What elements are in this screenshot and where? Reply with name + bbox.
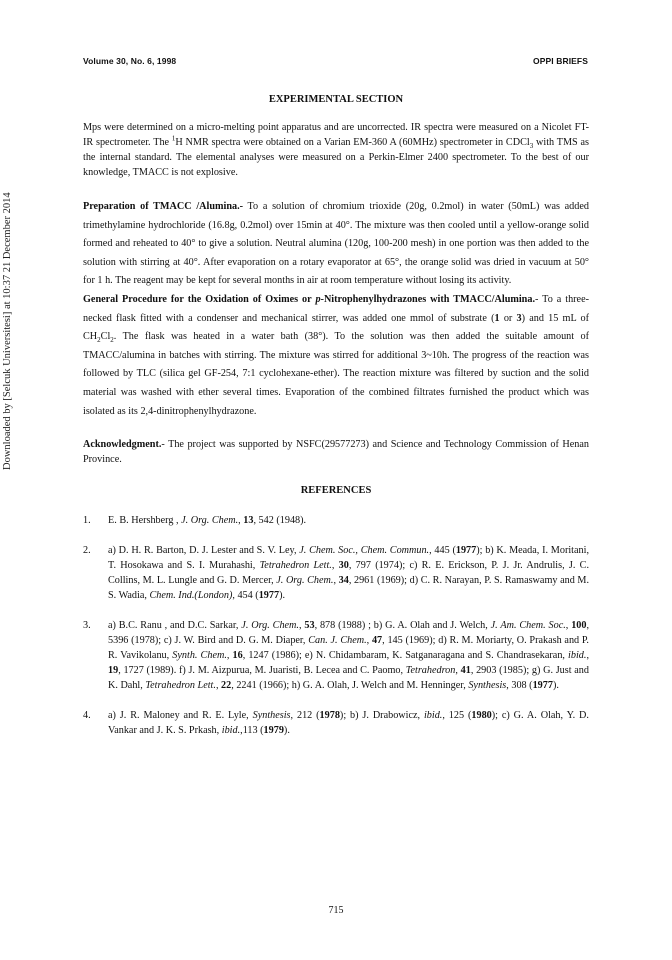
acknowledgment-paragraph: Acknowledgment.- The project was supported by NSFC(29577273) and Science and Technology Commission of Henan Province. — [83, 439, 589, 466]
references-heading: REFERENCES — [300, 485, 372, 497]
reference-number: 4. — [83, 710, 91, 722]
reference-item: 3. a) B.C. Ranu , and D.C. Sarkar, J. Org. Chem., 53, 878 (1988) ; b) G. A. Olah and J. Welch, J. Am. Chem. Soc., 100, 5396 (1978); c) J. W. Bird and D. G. M. Diaper, Can. J. Chem., 47, 145 (1969); d) R. M. Moriarty, O. Prakash and P. R. Vavikolanu, Synth. Chem., 16, 1247 (1986); e) N. Chidambaram, K. Satganaragana and S. Chandrasekaran, ibid., 19, 1727 (1989). f) J. M. Aizpurua, M. Juaristi, B. Lecea and C. Paomo, Tetrahedron, 41, 2903 (1985); g) G. Just and K. Dahl, Tetrahedron Lett., 22, 2241 (1966); h) G. A. Olah, J. Welch and M. Henninger, Synthesis, 308 (1977). — [83, 620, 590, 692]
download-watermark: Downloaded by [Selcuk Universitesi] at 10:37 21 December 2014 — [2, 192, 13, 470]
preparation-paragraph: Preparation of TMACC /Alumina.- To a solution of chromium trioxide (20g, 0.2mol) in water (50mL) was added trimethylamine hydrochloride (16.8g, 0.2mol) over 15min at 40°. The mixture was then cooled until a yellow-orange solid formed and reheated to 40° to give a solution. Neutral alumina (120g, 100-200 mesh) in one portion was then added to the solution with stirring at 40°. After evaporation on a rotary evaporator at 65°, the orange solid was dried in vacuum at 50° for 1 h. The reagent may be kept for several months in air at room temperature without losing its activity. — [83, 201, 589, 287]
experimental-section-heading: EXPERIMENTAL SECTION — [268, 94, 404, 105]
reference-item: 2. a) D. H. R. Barton, D. J. Lester and S. V. Ley, J. Chem. Soc., Chem. Commun., 445 (1977); b) K. Meada, I. Moritani, T. Hosokawa and S. I. Murahashi, Tetrahedron Lett., 30, 797 (1974); c) R. E. Erickson, P. J. Jr. Andrulis, J. C. Collins, M. L. Lungle and G. D. Mercer, J. Org. Chem., 34, 2961 (1969); d) C. R. Narayan, P. S. Ramaswamy and M. S. Wadia, Chem. Ind.(London), 454 (1977). — [83, 545, 590, 602]
reference-item: 1. E. B. Hershberg , J. Org. Chem., 13, 542 (1948). — [83, 515, 307, 527]
reference-number: 3. — [83, 620, 91, 632]
page-number: 715 — [328, 905, 344, 916]
reference-item: 4. a) J. R. Maloney and R. E. Lyle, Synthesis, 212 (1978); b) J. Drabowicz, ibid., 125 (1980); c) G. A. Olah, Y. D. Vankar and J. K. S. Prkash, ibid.,113 (1979). — [83, 710, 589, 737]
running-header — [83, 56, 588, 66]
instrumentation-paragraph: Mps were determined on a micro-melting point apparatus and are uncorrected. IR spectra were measured on a Nicolet FT-IR spectrometer. The $^1$H NMR spectra were obtained on a Varian EM-360 A (60MHz) spectrometer in CDCl$_3$ with TMS as the internal standard. The elemental analyses were measured on a Perkin-Elmer 2400 spectrometer. To the best of our knowledge, TMACC is not explosive. — [83, 122, 589, 178]
preparation-title: Preparation of TMACC /Alumina.- — [83, 201, 244, 212]
reference-number: 2. — [83, 545, 91, 557]
acknowledgment-title: Acknowledgment. — [83, 439, 162, 451]
article-body — [83, 92, 589, 753]
header-volume: Volume 30, No. 6, 1998 — [83, 56, 177, 66]
reference-list — [83, 513, 589, 738]
reference-number: 1. — [83, 515, 91, 527]
general-procedure-paragraph: General Procedure for the Oxidation of Oximes or p-Nitrophenylhydrazones with TMACC/Alumina.- To a three-necked flask fitted with a condenser and mechanical stirrer, was added one mmol of substrate (1 or 3) and 15 mL of $CH_2Cl_2$. The flask was heated in a water bath (38°). To the solution was then added the suitable amount of TMACC/alumina in batches with stirring. The mixture was stirred for additional 3~10h. The progress of the reaction was followed by TLC (silica gel GF-254, 7:1 cyclohexane-ether). The reaction mixture was filtered by suction and the solid material was washed with ether several times. Evaporation of the combined filtrates furnished the product which was isolated as its 2,4-dinitrophenylhydrazone. — [83, 293, 589, 417]
general-procedure-title: General Procedure for the Oxidation of Oximes or p-Nitrophenylhydrazones with TMACC/Alumina. — [83, 293, 535, 305]
header-journal-section: OPPI BRIEFS — [533, 56, 588, 66]
